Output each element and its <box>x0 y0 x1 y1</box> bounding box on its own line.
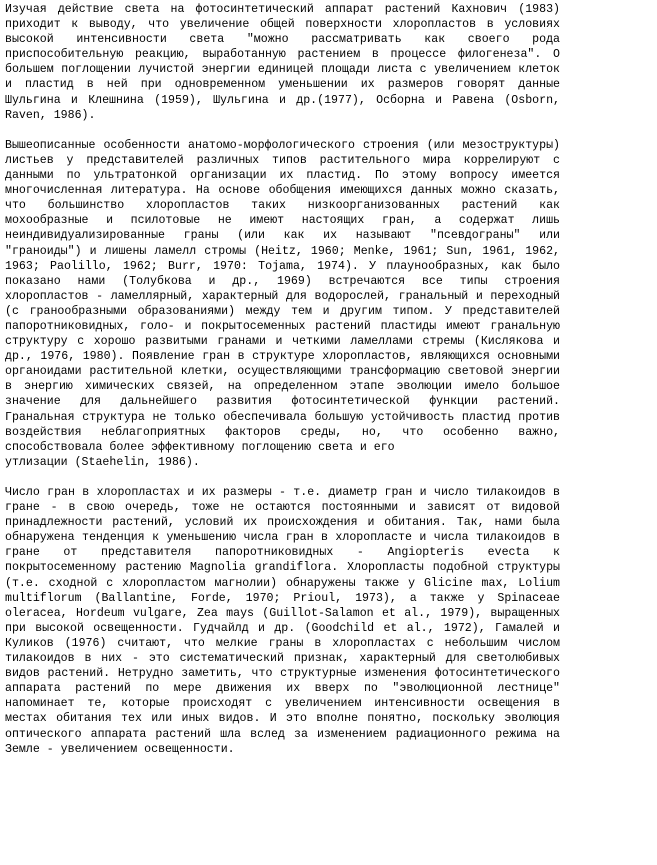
text-line: имеющихся данных можно сказать, что большинство хлоропластов таких <box>5 184 560 213</box>
text-line: поглощению света и его <box>241 440 395 454</box>
text-line: растительной клетки, осуществляющими трансформацию световой энергии в <box>5 365 560 394</box>
text-line: вслед за изменением радиационного режима на Земле - увеличением <box>5 727 560 756</box>
text-line: тилакоидов в гране - в свою очередь, тоже не остаются постоянными и <box>5 486 560 515</box>
text-line: большое значение для дальнейшего развития фотосинтетической функции <box>5 380 560 409</box>
text-line: устойчивость пластид против воздействия неблагоприятных факторов <box>5 410 560 439</box>
text-line: гран в хлоропласте и числа тилакоидов в гране от представителя <box>5 531 560 560</box>
text-line: Spinaceae oleracea, Hordeum vulgare, Zea mays (Guillot-Salamon et <box>5 591 560 620</box>
text-line: мира коррелируют с данными по ультратонкой организации их пластид. По <box>5 153 561 183</box>
text-line: (Толубкова и др., 1969) встречаются все типы строения хлоропластов - <box>5 274 560 303</box>
text-line: и обитания. Так, нами была обнаружена тенденция к уменьшению числа <box>5 516 560 545</box>
text-line: зависят от видовой принадлежности растений, условий их происхождения <box>5 501 561 530</box>
text-line: (Heitz, 1960; Menke, 1961; Sun, 1961, 1962, 1963; Paolillo, 1962; <box>5 244 560 273</box>
text-line: систематический признак, характерный для светолюбивых видов растений. <box>5 652 560 681</box>
text-line: (1983) приходит к выводу, что увеличение общей поверхности <box>5 3 560 32</box>
text-line: папоротниковидных - Angiopteris evecta к покрытосеменному растению <box>5 546 560 575</box>
text-line: гранообразными образованиями) между тем и другим типом. У <box>29 304 452 318</box>
text-line: multiflorum (Ballantine, Forde, 1970; Prioul, 1973), а также у <box>5 591 485 605</box>
text-line: рассматривать как своего рода приспособительную реакцию, выработанную <box>5 33 560 62</box>
document-page <box>5 2 560 757</box>
text-line: настоящих гран, а содержат лишь неиндивидуализированные граны (или <box>5 214 560 243</box>
text-line: Raven, 1986). <box>5 108 96 122</box>
text-line: освещенности. <box>144 742 235 756</box>
text-line: мезоструктуры) листьев у представителей различных типов растительного <box>5 138 560 167</box>
text-line: Magnolia grandiflora. Хлоропласты подобной структуры (т.е. сходной с <box>5 561 560 590</box>
text-line: представителей папоротниковидных, голо- и покрытосеменных растений <box>5 304 560 333</box>
text-line: хлоропластом магнолии) обнаружены также у Glicine max, Lolium <box>122 576 560 590</box>
text-line: энергии единицей площади листа с увеличением клеток и пластид в ней <box>5 63 560 92</box>
text-line: Нетрудно заметить, что структурные изменения фотосинтетического <box>117 667 560 681</box>
paragraph-gap <box>5 470 560 485</box>
text-line: (Goodchild et al., 1972), Гамалей и Куликов (1976) считают, что <box>5 621 560 650</box>
text-line: Число гран в хлоропластах и их размеры - т.е. диаметр гран и число <box>5 486 469 499</box>
paragraph-gap <box>5 123 560 138</box>
text-line: среды, но, что особенно важно, способствовала более эффективному <box>5 425 560 454</box>
text-line: как их называют "псевдограны" или "граноиды") и лишены ламелл стромы <box>5 229 560 258</box>
text-line: энергию химических связей, на определенном этапе эволюции имело <box>24 380 500 394</box>
text-line: низкоорганизованных растений как мохообразные и псилотовые не имеют <box>5 199 560 228</box>
text-line: растением в процессе филогенеза". О большем поглощении лучистой <box>5 48 560 77</box>
text-line: этому вопросу имеется многочисленная литература. На основе обобщения <box>5 169 560 198</box>
text-line: Клешнина (1959), Шульгина и др.(1977), Осборна и Равена (Osborn, <box>88 93 560 107</box>
text-line: при одновременном уменьшении их размеров говорят данные Шульгина и <box>5 78 560 107</box>
text-line: ламеллярный, характерный для водорослей, гранальный и переходный (с <box>5 289 560 318</box>
paragraph-1 <box>5 2 560 123</box>
text-line: лестнице" напоминает те, которые происходят с увеличением <box>5 682 560 711</box>
text-line: вполне понятно, поскольку эволюция оптического аппарата растений шла <box>5 712 560 741</box>
text-line: растений. Гранальная структура не только обеспечивала большую <box>5 395 560 424</box>
text-line: пластиды имеют гранальную структуру с хорошо развитыми гранами и <box>5 319 561 349</box>
text-line: мелкие граны в хлоропластах с небольшим числом тилакоидов в них - это <box>5 636 560 666</box>
text-line: al., 1979), выращенных при высокой освещенности. Гудчайлд и др. <box>5 606 561 635</box>
text-line: Изучая действие света на фотосинтетический аппарат растений Кахнович <box>5 3 508 16</box>
text-line: гран в структуре хлоропластов, являющихся основными органоидами <box>5 350 560 379</box>
paragraph-2-tail: утлизации (Staehelin, 1986). <box>5 455 200 469</box>
paragraph-2 <box>5 138 560 455</box>
text-line: Burr, 1970: Tojama, 1974). У плаунообразных, как было показано нами <box>5 259 560 288</box>
text-line: аппарата растений по мере движения их вверх по "эволюционной <box>5 682 483 696</box>
paragraph-3 <box>5 485 560 757</box>
text-line: четкими ламеллами стремы (Кислякова и др., 1976, 1980). Появление <box>5 335 560 364</box>
text-line: интенсивности освещения в местах обитания тех или иных видов. И это <box>5 697 561 726</box>
text-line: Вышеописанные особенности анатомо-морфологического строения (или <box>5 138 455 152</box>
text-line: хлоропластов в условиях высокой интенсивности света "можно <box>5 18 561 47</box>
